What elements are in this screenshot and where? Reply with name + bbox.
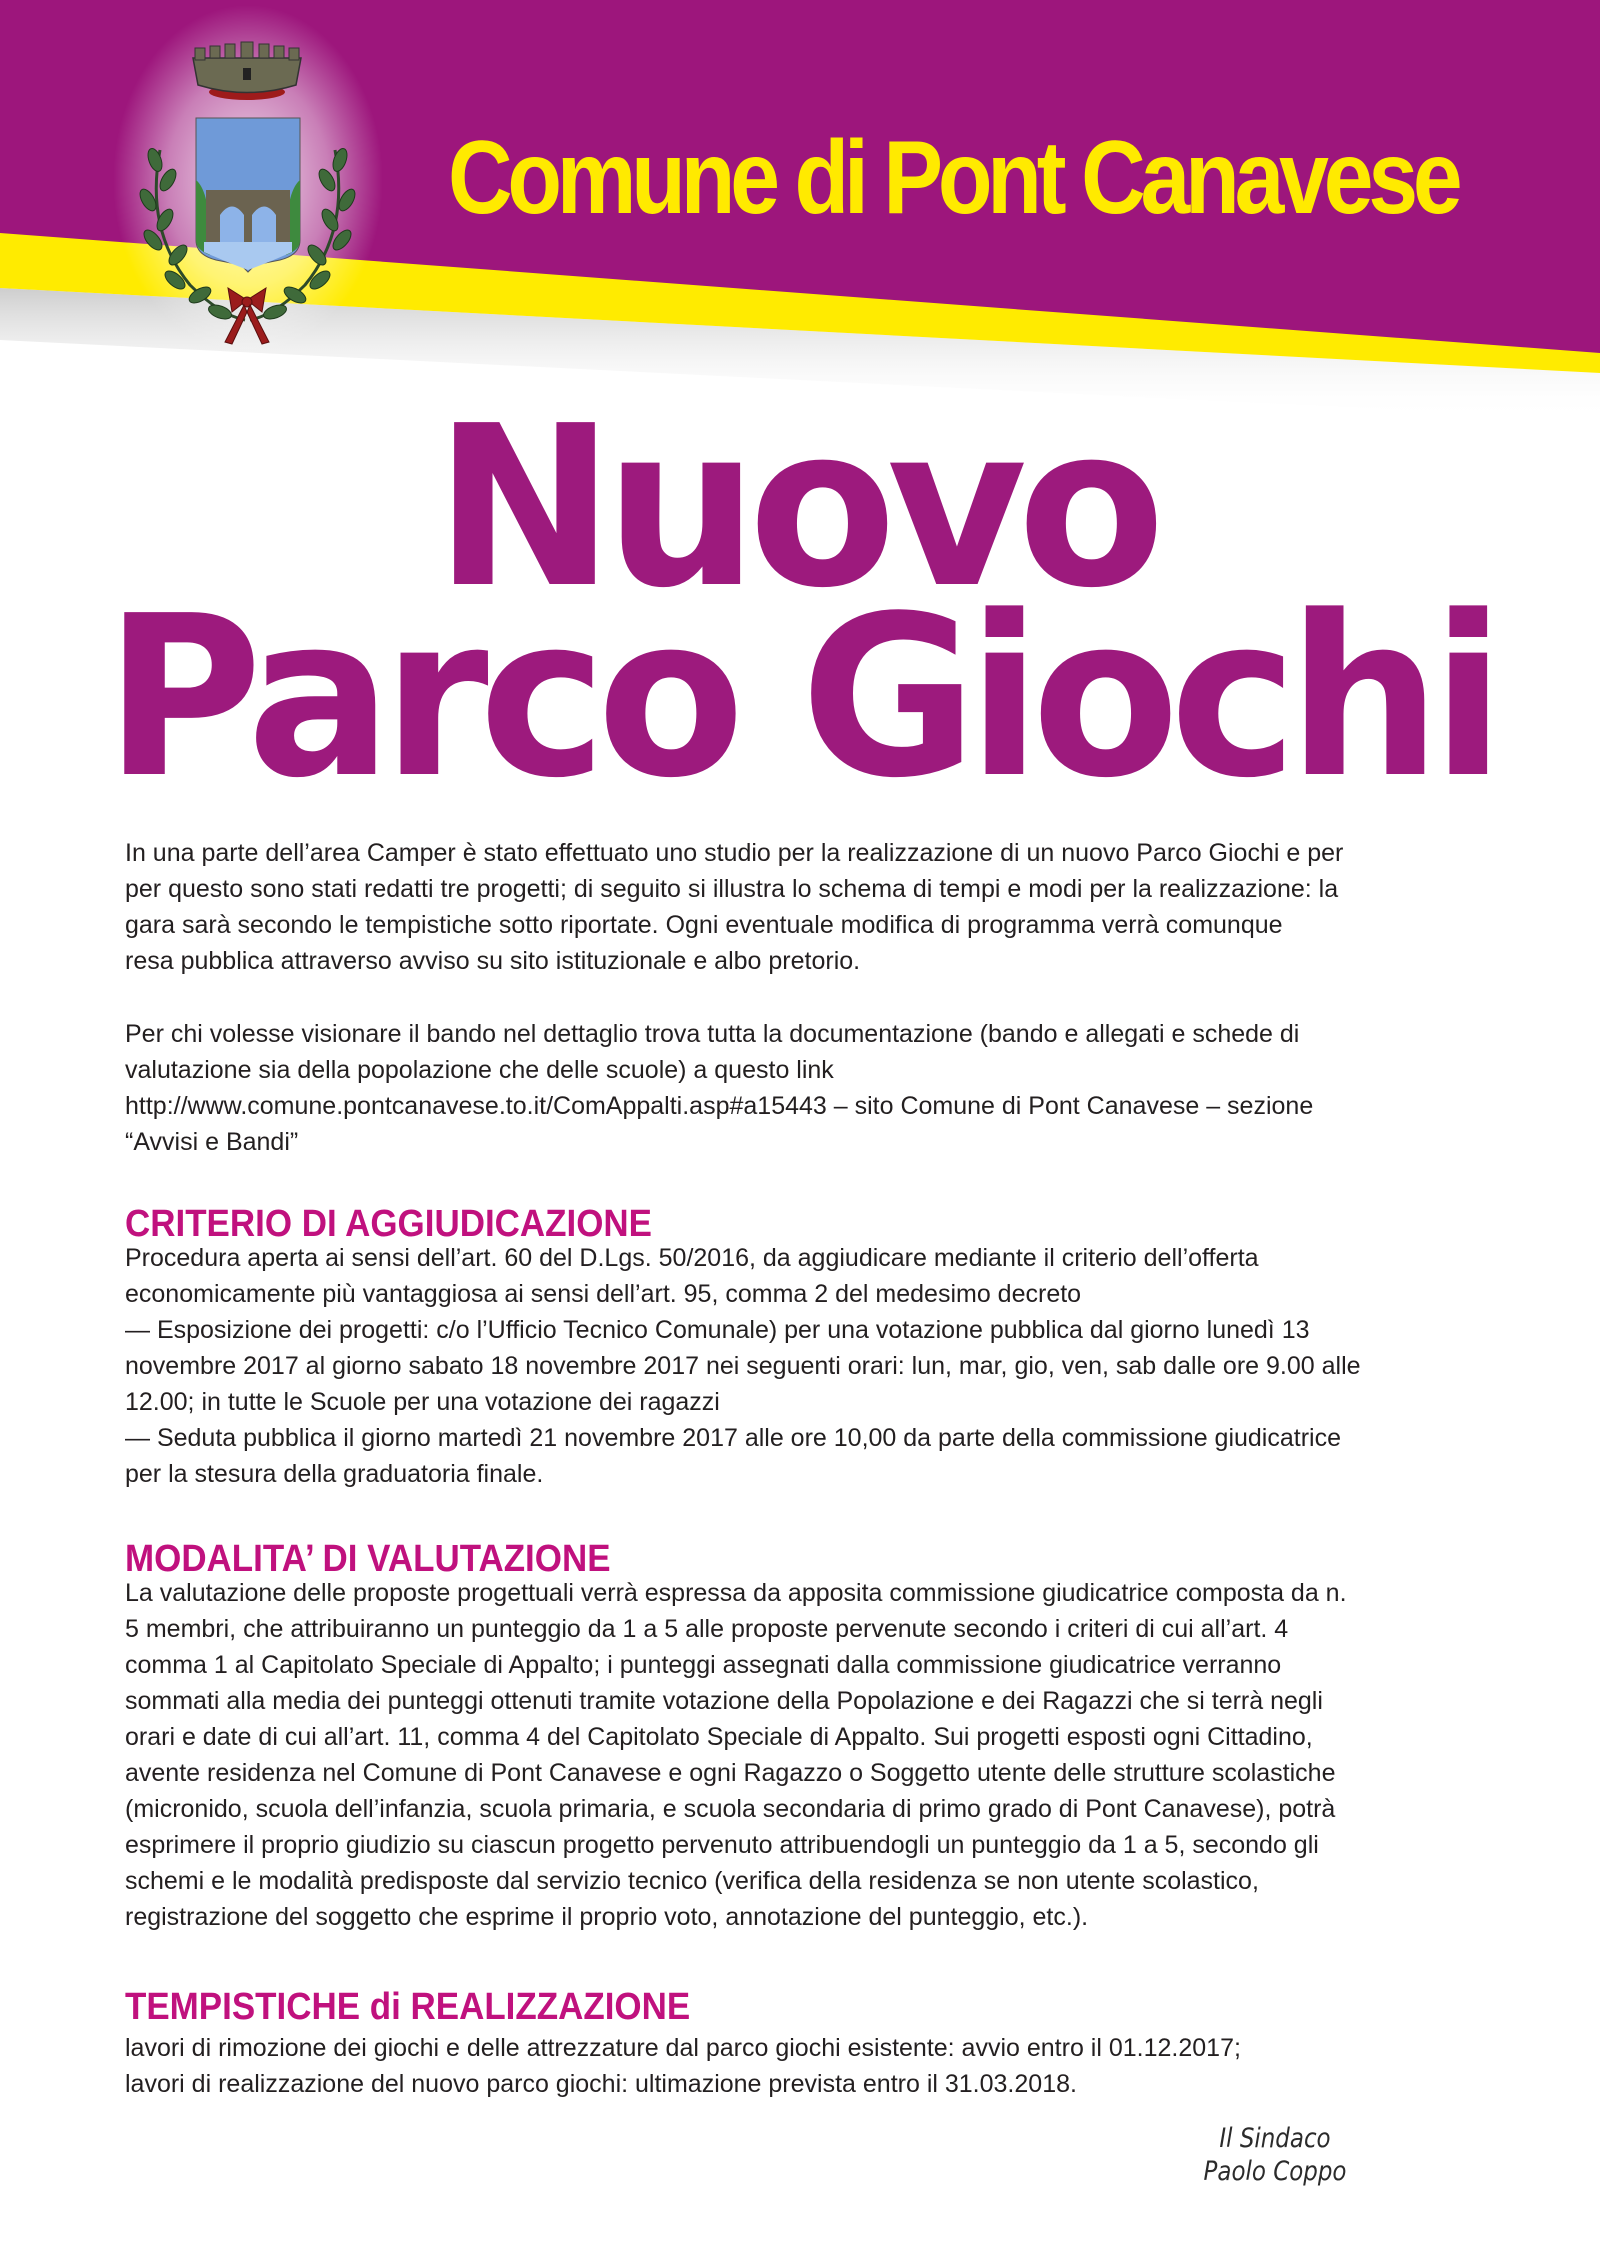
- text-line: gara sarà secondo le tempistiche sotto riportate. Ogni eventuale modifica di programma verrà comunque: [125, 911, 1283, 939]
- text-line: valutazione sia della popolazione che delle scuole) a questo link: [125, 1056, 834, 1084]
- intro-paragraph-1: [125, 835, 1525, 979]
- section-body-modalita: [125, 1575, 1525, 1935]
- main-title-line-1: Nuovo: [434, 379, 1156, 637]
- text-line: — Esposizione dei progetti: c/o l’Ufficio Tecnico Comunale) per una votazione pubblica dal giorno lunedì 13: [125, 1316, 1310, 1344]
- main-title-line-2: Parco Giochi: [104, 569, 1496, 827]
- text-line: Per chi volesse visionare il bando nel dettaglio trova tutta la documentazione (bando e allegati e schede di: [125, 1020, 1300, 1048]
- municipality-title: Comune di Pont Canavese: [448, 120, 1458, 236]
- text-line: lavori di realizzazione del nuovo parco giochi: ultimazione prevista entro il 31.03.2018.: [125, 2070, 1077, 2098]
- text-line: novembre 2017 al giorno sabato 18 novembre 2017 nei seguenti orari: lun, mar, gio, ven, sab dalle ore 9.00 alle: [125, 1352, 1361, 1380]
- text-line: Procedura aperta ai sensi dell’art. 60 del D.Lgs. 50/2016, da aggiudicare mediante il criterio dell’offerta: [125, 1244, 1259, 1272]
- text-line: registrazione del soggetto che esprime il proprio voto, annotazione del punteggio, etc.).: [125, 1903, 1089, 1931]
- mural-crown-icon: [193, 42, 301, 100]
- text-line: sommati alla media dei punteggi ottenuti tramite votazione della Popolazione e dei Ragazzi che si terrà negli: [125, 1687, 1323, 1715]
- text-line: esprimere il proprio giudizio su ciascun progetto pervenuto attribuendogli un punteggio da 1 a 5, secondo gli: [125, 1831, 1319, 1859]
- text-line: resa pubblica attraverso avviso su sito istituzionale e albo pretorio.: [125, 947, 861, 975]
- bando-link[interactable]: http://www.comune.pontcanavese.to.it/ComAppalti.asp#a15443 – sito Comune di Pont Canavese – sezione: [125, 1092, 1314, 1120]
- header-banner: [0, 0, 1600, 420]
- section-heading-tempistiche: TEMPISTICHE di REALIZZAZIONE: [125, 1986, 691, 2028]
- text-line: orari e date di cui all’art. 11, comma 4 del Capitolato Speciale di Appalto. Sui progetti esposti ogni Cittadino,: [125, 1723, 1313, 1751]
- text-line: — Seduta pubblica il giorno martedì 21 novembre 2017 alle ore 10,00 da parte della commissione giudicatrice: [125, 1424, 1341, 1452]
- signature: [1177, 2122, 1373, 2188]
- text-line: per la stesura della graduatoria finale.: [125, 1460, 544, 1488]
- main-title: [0, 379, 1600, 827]
- section-body-tempistiche: [125, 2030, 1525, 2102]
- section-heading-modalita: MODALITA’ DI VALUTAZIONE: [125, 1538, 611, 1580]
- text-line: economicamente più vantaggiosa ai sensi dell’art. 95, comma 2 del medesimo decreto: [125, 1280, 1082, 1308]
- shield-icon: [196, 118, 300, 272]
- section-heading-criterio: CRITERIO DI AGGIUDICAZIONE: [125, 1203, 653, 1245]
- text-line: schemi e le modalità predisposte dal servizio tecnico (verifica della residenza se non utente scolastico,: [125, 1867, 1259, 1895]
- text-line: avente residenza nel Comune di Pont Canavese e ogni Ragazzo o Soggetto utente delle strutture scolastiche: [125, 1759, 1336, 1787]
- text-line: “Avvisi e Bandi”: [125, 1128, 299, 1156]
- text-line: per questo sono stati redatti tre progetti; di seguito si illustra lo schema di tempi e modi per la realizzazione: la: [125, 875, 1339, 903]
- signature-role: Il Sindaco: [1219, 2123, 1331, 2154]
- text-line: 5 membri, che attribuiranno un punteggio da 1 a 5 alle proposte pervenute secondo i criteri di cui all’art. 4: [125, 1615, 1289, 1643]
- signature-name: Paolo Coppo: [1203, 2156, 1347, 2187]
- text-line: lavori di rimozione dei giochi e delle attrezzature dal parco giochi esistente: avvio entro il 01.12.2017;: [125, 2034, 1241, 2062]
- intro-paragraph-2: [125, 1016, 1525, 1160]
- section-body-criterio: [125, 1240, 1525, 1492]
- text-line: La valutazione delle proposte progettuali verrà espressa da apposita commissione giudicatrice composta da n.: [125, 1579, 1347, 1607]
- text-line: comma 1 al Capitolato Speciale di Appalto; i punteggi assegnati dalla commissione giudicatrice verranno: [125, 1651, 1282, 1679]
- text-line: In una parte dell’area Camper è stato effettuato uno studio per la realizzazione di un nuovo Parco Giochi e per: [125, 839, 1344, 867]
- coat-of-arms-icon: [120, 30, 380, 350]
- text-line: (micronido, scuola dell’infanzia, scuola primaria, e scuola secondaria di primo grado di Pont Canavese), potrà: [125, 1795, 1336, 1823]
- text-line: 12.00; in tutte le Scuole per una votazione dei ragazzi: [125, 1388, 720, 1416]
